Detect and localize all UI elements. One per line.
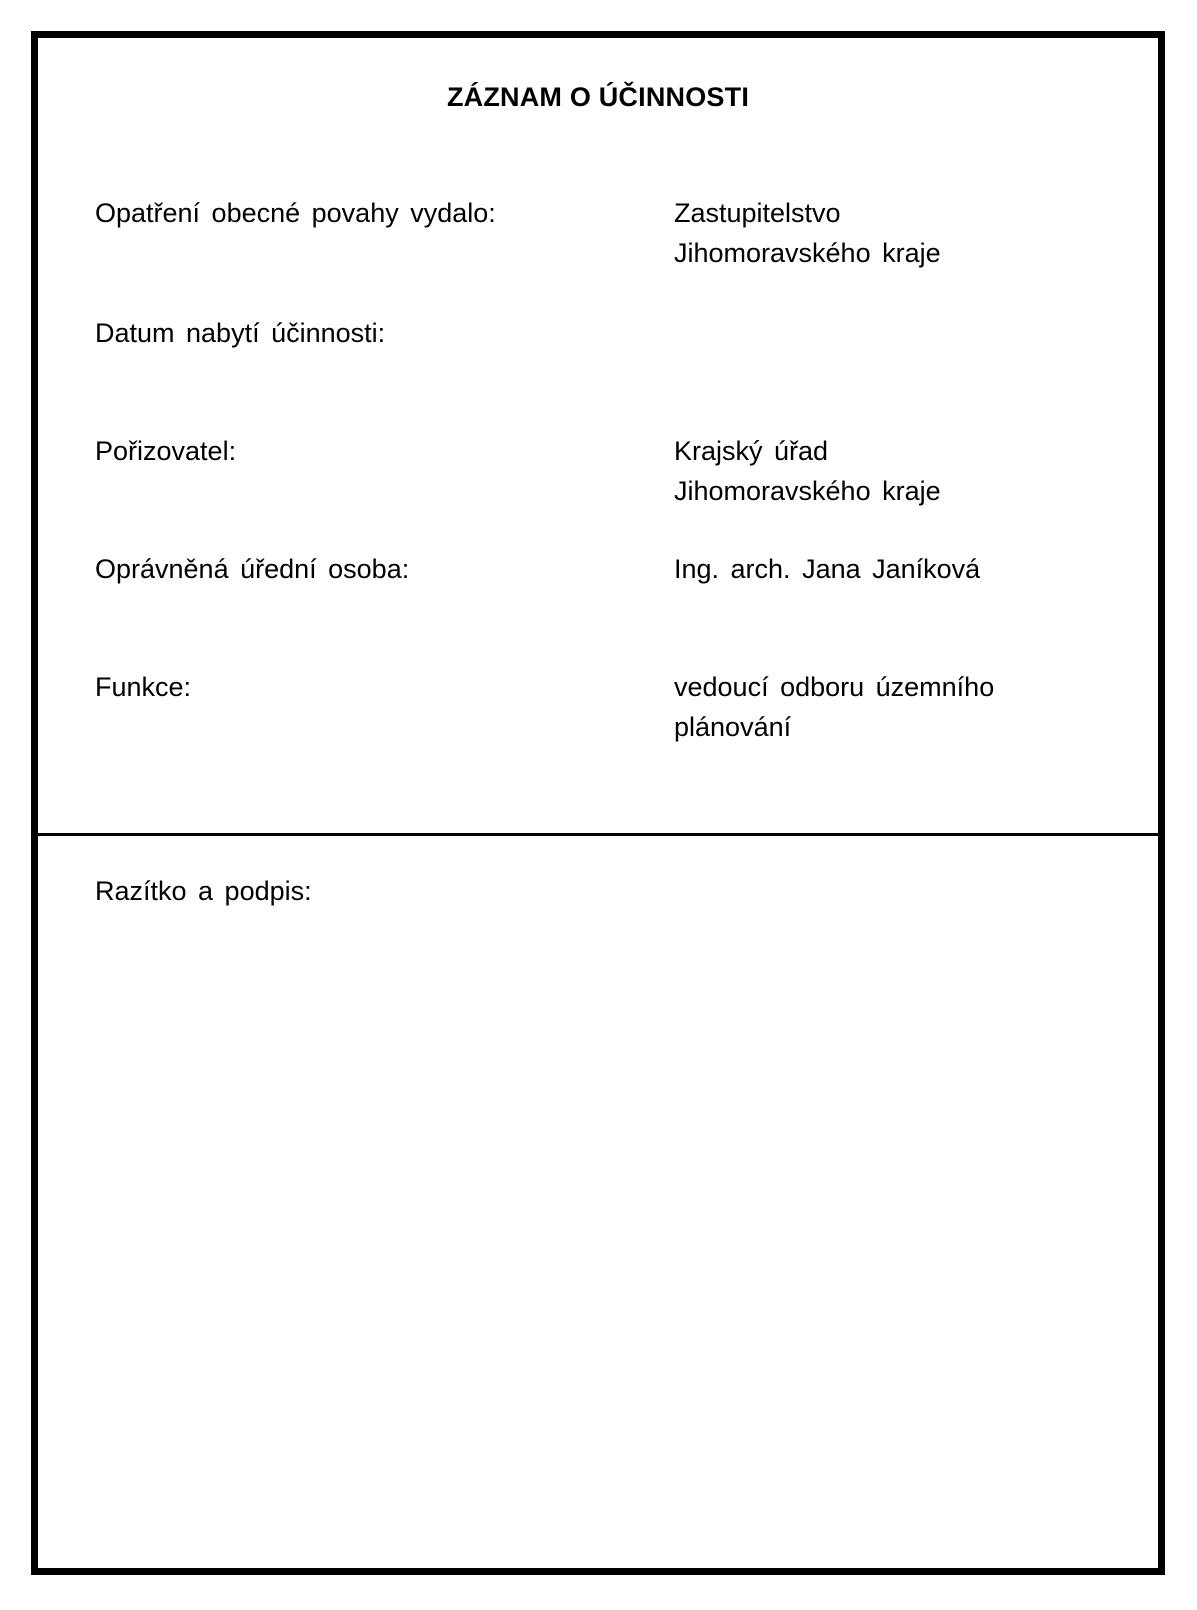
function-value-line: plánování: [674, 712, 792, 742]
document-title: ZÁZNAM O ÚČINNOSTI: [446, 82, 750, 112]
record-frame: [31, 31, 1165, 1575]
issuer-value-line: Zastupitelstvo: [674, 198, 841, 228]
procurer-label: Pořizovatel:: [95, 436, 237, 466]
function-label: Funkce:: [95, 672, 192, 702]
procurer-value-line: Jihomoravského kraje: [674, 476, 941, 506]
authorized-person-label: Oprávněná úřední osoba:: [95, 554, 410, 584]
procurer-value-line: Krajský úřad: [674, 436, 829, 466]
issuer-value: [674, 193, 941, 273]
issuer-value-line: Jihomoravského kraje: [674, 238, 941, 268]
authorized-person-value-line: Ing. arch. Jana Janíková: [674, 554, 981, 584]
effective-date-label: Datum nabytí účinnosti:: [95, 318, 386, 348]
stamp-signature-label: Razítko a podpis:: [95, 876, 312, 906]
function-value: [674, 667, 994, 747]
authorized-person-value: [674, 549, 980, 589]
function-value-line: vedoucí odboru územního: [674, 672, 995, 702]
issuer-label: Opatření obecné povahy vydalo:: [95, 198, 496, 228]
section-divider: [38, 833, 1158, 836]
procurer-value: [674, 431, 941, 511]
